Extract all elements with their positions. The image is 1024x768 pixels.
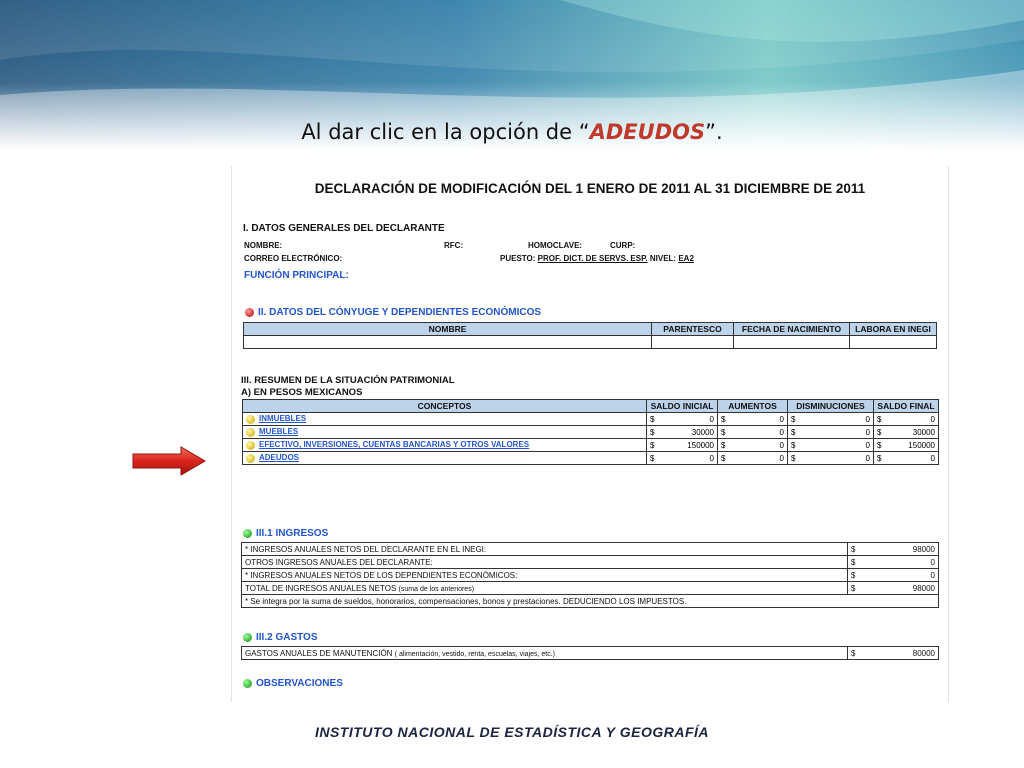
col-disminuciones: DISMINUCIONES [788, 400, 874, 413]
green-bullet-icon [243, 633, 252, 642]
table-row [244, 336, 937, 349]
section1-title: I. DATOS GENERALES DEL DECLARANTE [243, 223, 445, 234]
yellow-bullet-icon [246, 415, 255, 424]
red-arrow-icon [131, 445, 207, 477]
patrimonio-table [242, 399, 939, 465]
nivel-label: NIVEL: [649, 254, 677, 263]
concept-inmuebles[interactable]: INMUEBLES [243, 413, 647, 426]
concept-efectivo[interactable]: EFECTIVO, INVERSIONES, CUENTAS BANCARIAS Y OTROS VALORES [243, 439, 647, 452]
table-row: TOTAL DE INGRESOS ANUALES NETOS (suma de los anteriores) $ 98000 [242, 582, 939, 595]
observaciones-title[interactable] [243, 678, 343, 689]
table-row: * INGRESOS ANUALES NETOS DE LOS DEPENDIENTES ECONÓMICOS: $ 0 [242, 569, 939, 582]
col-fecha-nacimiento: FECHA DE NACIMIENTO [734, 323, 850, 336]
ingresos-note: * Se integra por la suma de sueldos, honorarios, compensaciones, bonos y prestaciones. DEDUCIENDO LOS IMPUESTOS. [242, 595, 939, 608]
correo-label: CORREO ELECTRÓNICO: [244, 254, 343, 263]
table-row: OTROS INGRESOS ANUALES DEL DECLARANTE: $ 0 [242, 556, 939, 569]
col-aumentos: AUMENTOS [718, 400, 788, 413]
concept-adeudos[interactable]: ADEUDOS [243, 452, 647, 465]
puesto-row [500, 254, 694, 263]
table-row: GASTOS ANUALES DE MANUTENCIÓN ( alimentación, vestido, renta, escuelas, viajes, etc.) $ 80000 [242, 647, 939, 660]
curp-label: CURP: [610, 241, 636, 250]
gastos-table [241, 646, 939, 660]
observaciones-title-text: OBSERVACIONES [256, 678, 343, 689]
table-row: MUEBLES $ 30000 $ 0 $ 0 $ 30000 [243, 426, 939, 439]
homoclave-label: HOMOCLAVE: [528, 241, 583, 250]
ingresos-table [241, 542, 939, 608]
section3-title: III. RESUMEN DE LA SITUACIÓN PATRIMONIAL [241, 375, 455, 386]
footer-institution: INSTITUTO NACIONAL DE ESTADÍSTICA Y GEOGRAFÍA [314, 724, 710, 740]
nivel-value: EA2 [678, 254, 694, 263]
gastos-title-text: III.2 GASTOS [256, 632, 318, 643]
green-bullet-icon [243, 679, 252, 688]
declaration-document [231, 166, 949, 702]
section2-title[interactable] [245, 307, 541, 318]
yellow-bullet-icon [246, 441, 255, 450]
slide-title-suffix: ”. [705, 120, 723, 144]
col-parentesco: PARENTESCO [652, 323, 734, 336]
slide-title-prefix: Al dar clic en la opción de “ [301, 120, 590, 144]
yellow-bullet-icon [246, 428, 255, 437]
rfc-label: RFC: [444, 241, 464, 250]
table-row: ADEUDOS $ 0 $ 0 $ 0 $ 0 [243, 452, 939, 465]
dependientes-table [243, 322, 937, 349]
col-saldo-inicial: SALDO INICIAL [647, 400, 718, 413]
green-bullet-icon [243, 529, 252, 538]
slide-title [0, 120, 1024, 144]
section2-title-text: II. DATOS DEL CÓNYUGE Y DEPENDIENTES ECONÓMICOS [258, 307, 542, 318]
table-row: EFECTIVO, INVERSIONES, CUENTAS BANCARIAS Y OTROS VALORES $ 150000 $ 0 $ 0 $ 150000 [243, 439, 939, 452]
col-labora-inegi: LABORA EN INEGI [850, 323, 937, 336]
ingresos-title-text: III.1 INGRESOS [256, 528, 329, 539]
table-header-row [244, 323, 937, 336]
table-row: * INGRESOS ANUALES NETOS DEL DECLARANTE EN EL INEGI: $ 98000 [242, 543, 939, 556]
ingresos-title[interactable] [243, 528, 328, 539]
table-header-row [243, 400, 939, 413]
table-row: INMUEBLES $ 0 $ 0 $ 0 $ 0 [243, 413, 939, 426]
document-heading: DECLARACIÓN DE MODIFICACIÓN DEL 1 ENERO DE 2011 AL 31 DICIEMBRE DE 2011 [314, 181, 866, 196]
col-saldo-final: SALDO FINAL [874, 400, 939, 413]
col-conceptos: CONCEPTOS [243, 400, 647, 413]
section3-subtitle: A) EN PESOS MEXICANOS [241, 387, 363, 398]
red-bullet-icon [245, 308, 254, 317]
nombre-label: NOMBRE: [244, 241, 283, 250]
gastos-title[interactable] [243, 632, 318, 643]
funcion-principal-label: FUNCIÓN PRINCIPAL: [244, 270, 349, 281]
yellow-bullet-icon [246, 454, 255, 463]
puesto-label: PUESTO: [500, 254, 536, 263]
puesto-value: PROF. DICT. DE SERVS. ESP. [537, 254, 648, 263]
concept-muebles[interactable]: MUEBLES [243, 426, 647, 439]
table-row [242, 595, 939, 608]
col-nombre: NOMBRE [244, 323, 652, 336]
slide-title-keyword: ADEUDOS [589, 120, 706, 144]
